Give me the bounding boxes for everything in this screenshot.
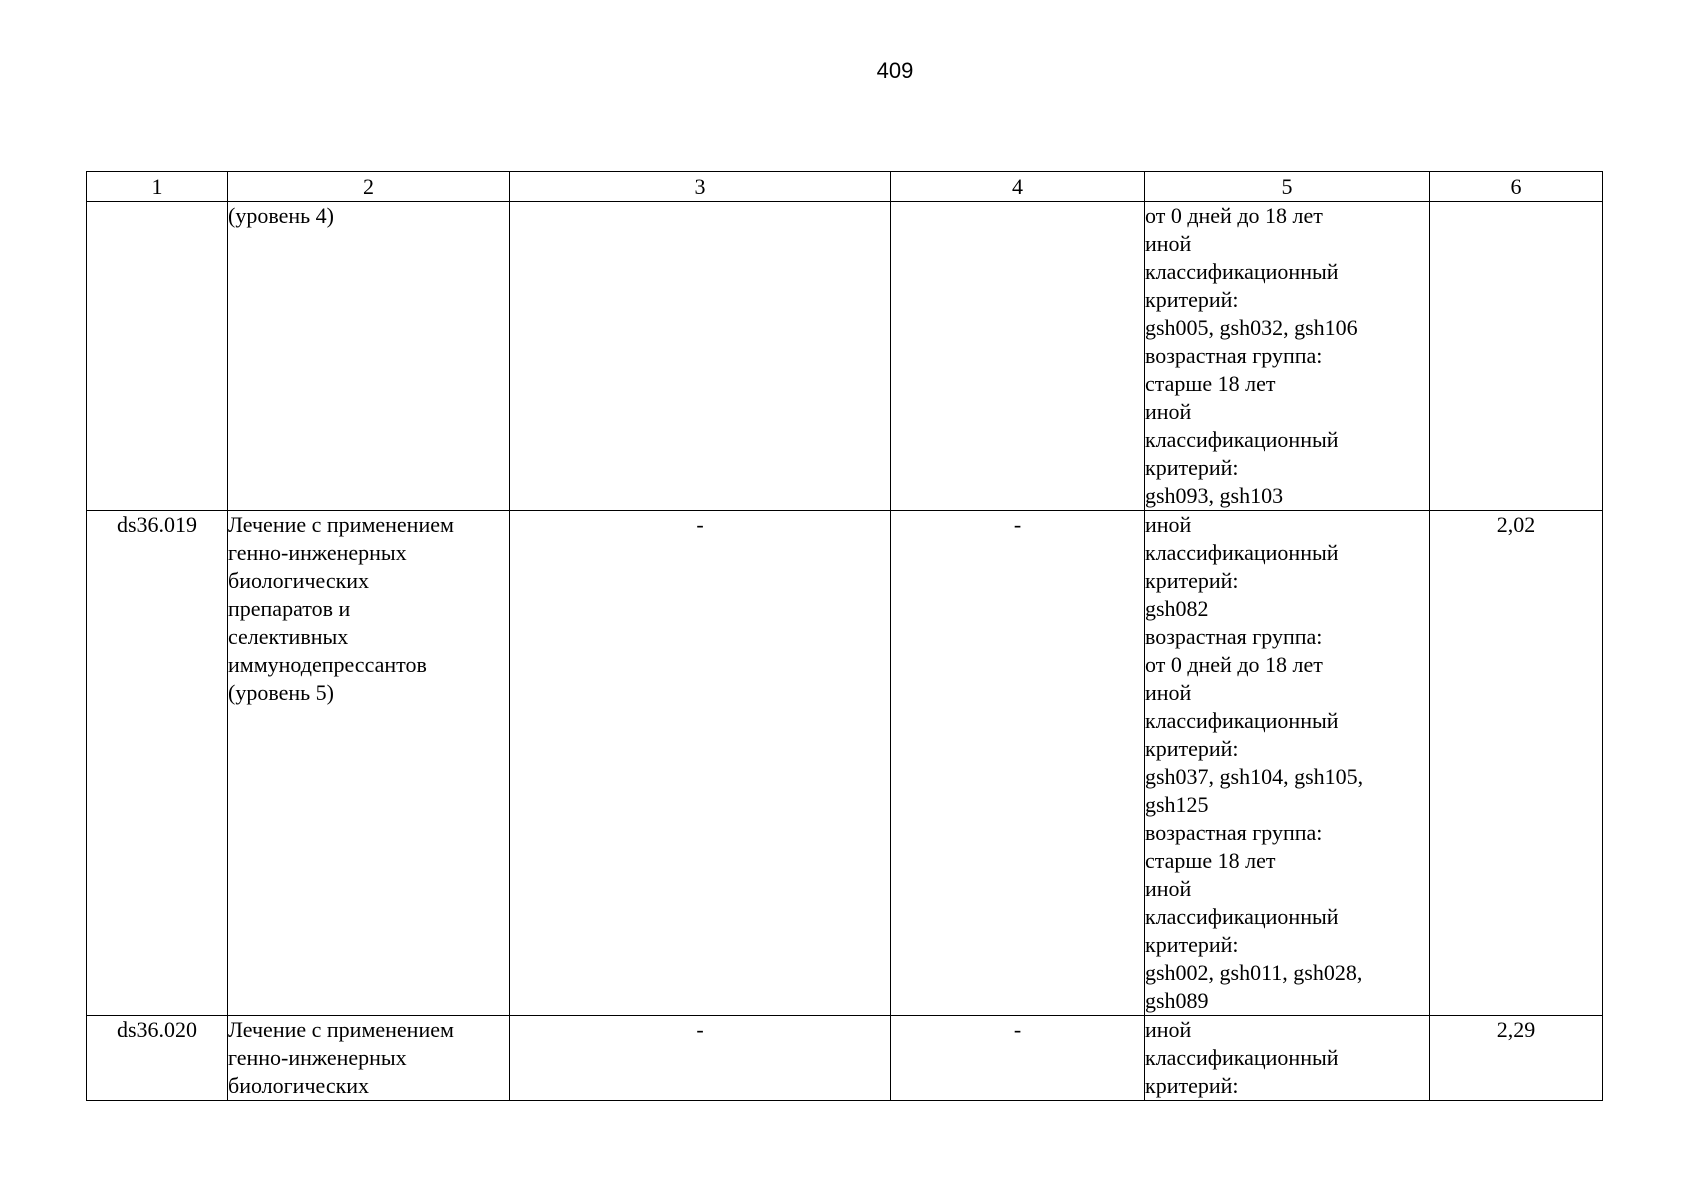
page-number: 409 <box>876 58 914 83</box>
column-header-5: 5 <box>1145 172 1430 202</box>
name-line: селективных <box>228 624 349 649</box>
criteria-line: критерий: <box>1145 932 1239 957</box>
cell-code: ds36.019 <box>87 511 228 1016</box>
cell-col3: - <box>510 511 891 1016</box>
cell-code: ds36.020 <box>87 1016 228 1101</box>
name-line: биологических <box>228 1073 370 1098</box>
cell-col4: - <box>891 511 1145 1016</box>
criteria-line: gsh037, gsh104, gsh105, <box>1145 764 1364 789</box>
criteria-line: классификационный <box>1145 708 1339 733</box>
criteria-line: возрастная группа: <box>1145 820 1323 845</box>
cell-criteria <box>1145 202 1430 511</box>
column-header-2: 2 <box>228 172 510 202</box>
cell-col4: - <box>891 1016 1145 1101</box>
name-line: Лечение с применением <box>228 512 454 537</box>
cell-coefficient: 2,02 <box>1430 511 1603 1016</box>
name-line: биологических <box>228 568 370 593</box>
cell-criteria <box>1145 511 1430 1016</box>
criteria-line: критерий: <box>1145 455 1239 480</box>
criteria-line: иной <box>1145 231 1192 256</box>
cell-coefficient <box>1430 202 1603 511</box>
name-line: (уровень 5) <box>228 680 334 705</box>
cell-code <box>87 202 228 511</box>
table-header-row <box>87 172 1603 202</box>
criteria-line: от 0 дней до 18 лет <box>1145 203 1323 228</box>
table-row <box>87 1016 1603 1101</box>
cell-col3: - <box>510 1016 891 1101</box>
criteria-line: классификационный <box>1145 904 1339 929</box>
criteria-line: gsh002, gsh011, gsh028, <box>1145 960 1363 985</box>
criteria-line: иной <box>1145 399 1192 424</box>
criteria-line: от 0 дней до 18 лет <box>1145 652 1323 677</box>
criteria-line: иной <box>1145 680 1192 705</box>
criteria-line: иной <box>1145 1017 1192 1042</box>
tariff-table <box>86 171 1603 1101</box>
cell-name <box>228 202 510 511</box>
name-line: генно-инженерных <box>228 1045 407 1070</box>
column-header-6: 6 <box>1430 172 1603 202</box>
criteria-line: иной <box>1145 512 1192 537</box>
table-row <box>87 202 1603 511</box>
criteria-line: классификационный <box>1145 1045 1339 1070</box>
cell-coefficient: 2,29 <box>1430 1016 1603 1101</box>
criteria-line: возрастная группа: <box>1145 624 1323 649</box>
cell-name <box>228 511 510 1016</box>
criteria-line: иной <box>1145 876 1192 901</box>
criteria-line: gsh089 <box>1145 988 1209 1013</box>
criteria-line: старше 18 лет <box>1145 371 1276 396</box>
cell-col3 <box>510 202 891 511</box>
name-line: Лечение с применением <box>228 1017 454 1042</box>
criteria-line: gsh082 <box>1145 596 1209 621</box>
criteria-line: классификационный <box>1145 427 1339 452</box>
criteria-line: критерий: <box>1145 287 1239 312</box>
criteria-line: критерий: <box>1145 568 1239 593</box>
cell-name <box>228 1016 510 1101</box>
name-line: иммунодепрессантов <box>228 652 427 677</box>
column-header-4: 4 <box>891 172 1145 202</box>
cell-criteria <box>1145 1016 1430 1101</box>
name-line: генно-инженерных <box>228 540 407 565</box>
criteria-line: критерий: <box>1145 1073 1239 1098</box>
criteria-line: классификационный <box>1145 259 1339 284</box>
name-line: препаратов и <box>228 596 351 621</box>
cell-col4 <box>891 202 1145 511</box>
criteria-line: gsh125 <box>1145 792 1209 817</box>
criteria-line: критерий: <box>1145 736 1239 761</box>
criteria-line: gsh005, gsh032, gsh106 <box>1145 315 1358 340</box>
name-line: (уровень 4) <box>228 203 334 228</box>
table-row <box>87 511 1603 1016</box>
criteria-line: возрастная группа: <box>1145 343 1323 368</box>
criteria-line: gsh093, gsh103 <box>1145 483 1284 508</box>
column-header-3: 3 <box>510 172 891 202</box>
column-header-1: 1 <box>87 172 228 202</box>
criteria-line: старше 18 лет <box>1145 848 1276 873</box>
criteria-line: классификационный <box>1145 540 1339 565</box>
